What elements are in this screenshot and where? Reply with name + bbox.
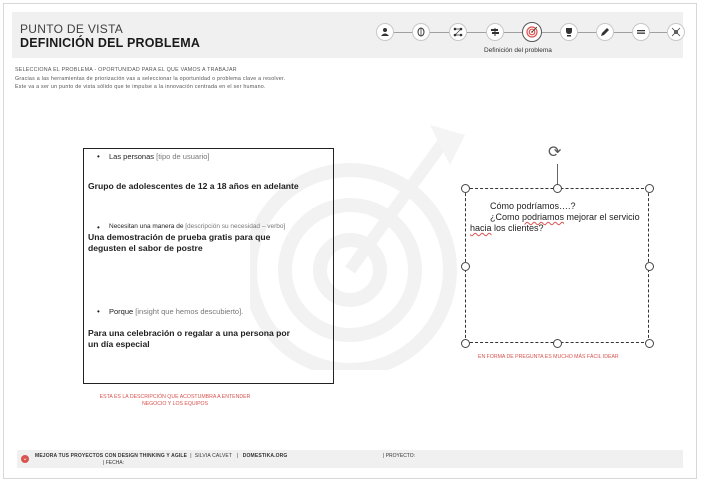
step-connections-icon[interactable] [449,23,467,41]
page-title: DEFINICIÓN DEL PROBLEMA [20,36,201,50]
left-caption-line-1: ESTA ES LA DESCRIPCIÓN QUE ACOSTUMBRA A ENTENDER [99,394,251,400]
answer-necesidad-line-2: degusten el sabor de postre [88,243,203,253]
answer-necesidad-line-1: Una demostración de prueba gratis para que [88,232,271,242]
resize-handle-bottom-right[interactable] [645,339,654,348]
intro-line-2: Gracias a las herramientas de priorización vas a seleccionar la oportunidad o problema clave a resolver. [15,75,286,82]
hmw-question-part: servicio [609,212,640,222]
left-caption-line-2: NEGOCIO Y LOS EQUIPOS [141,401,209,407]
intro-text [15,66,285,92]
step-brain-icon[interactable] [412,23,430,41]
footer-author: SILVIA CALVET [194,453,233,459]
step-trophy-icon[interactable] [560,23,578,41]
hmw-question-part: ¿Como [490,212,523,222]
step-target-icon[interactable] [522,22,542,42]
footer-bar [17,450,683,468]
answer-personas[interactable]: Grupo de adolescentes de 12 a 18 años en adelante [88,181,299,191]
resize-handle-top-right[interactable] [645,184,654,193]
footer-proyecto: | PROYECTO: [383,453,416,459]
footer-credits [35,453,287,459]
bullet-necesidad [109,223,285,230]
step-pencil-icon[interactable] [596,23,614,41]
hmw-question[interactable] [470,212,640,234]
intro-line-3: Este va a ser un punto de vista sólido que te impulse a la innovación centrada en el ser humano. [15,84,266,90]
answer-porque-line-2: un día especial [88,339,150,349]
left-box-caption [90,394,260,408]
bullet-necesidad-hint: [descripción su necesidad – verbo] [185,223,286,230]
resize-handle-bottom[interactable] [553,339,562,348]
bullet-personas-hint: [tipo de usuario] [156,152,210,161]
right-box-caption: EN FORMA DE PREGUNTA ES MUCHO MÁS FÁCIL IDEAR [478,354,619,360]
footer-fecha: | FECHA: [103,460,125,466]
spellcheck-word: hacia [470,223,492,233]
resize-handle-top[interactable] [553,184,562,193]
hmw-prompt[interactable]: Cómo podríamos….? [490,201,576,211]
footer-course: MEJORA TUS PROYECTOS CON DESIGN THINKING Y AGILE [35,453,188,459]
footer-site: DOMESTIKA.ORG [242,453,288,459]
bullet-porque-hint: [insight que hemos descubierto]. [135,307,244,316]
step-prototype-icon[interactable] [632,23,650,41]
header-bar [12,12,683,58]
bullet-personas-label: Las personas [109,152,155,161]
answer-porque-line-1: Para una celebración o regalar a una persona por [88,328,291,338]
hmw-question-part: mejorar el [564,212,607,222]
resize-handle-top-left[interactable] [461,184,470,193]
footer-separator: | [190,453,192,459]
intro-line-1: SELECCIONA EL PROBLEMA - OPORTUNIDAD PARA EL QUE VAMOS A TRABAJAR [15,67,237,73]
page-subtitle: PUNTO DE VISTA [20,22,124,36]
bullet-necesidad-label: Necesitan una manera de [109,223,184,230]
rotate-handle-icon[interactable]: ⟳ [548,144,562,161]
bullet-porque [109,307,243,316]
step-empathy-icon[interactable] [376,23,394,41]
problem-statement-box[interactable] [83,148,334,384]
resize-handle-bottom-left[interactable] [461,339,470,348]
answer-necesidad[interactable] [88,232,270,254]
step-network-icon[interactable] [667,23,685,41]
chevron-down-icon: ⌄ [22,456,28,462]
answer-porque[interactable] [88,328,290,350]
resize-handle-right[interactable] [645,262,654,271]
active-step-caption: Definición del problema [484,47,552,54]
process-stepper [372,22,677,44]
bullet-personas [109,152,210,161]
resize-handle-left[interactable] [461,262,470,271]
footer-separator: | [236,453,239,459]
step-signpost-icon[interactable] [486,23,504,41]
hmw-question-part: los clientes? [491,223,544,233]
bullet-porque-label: Porque [109,307,134,316]
spellcheck-word: podriamos [522,212,565,222]
